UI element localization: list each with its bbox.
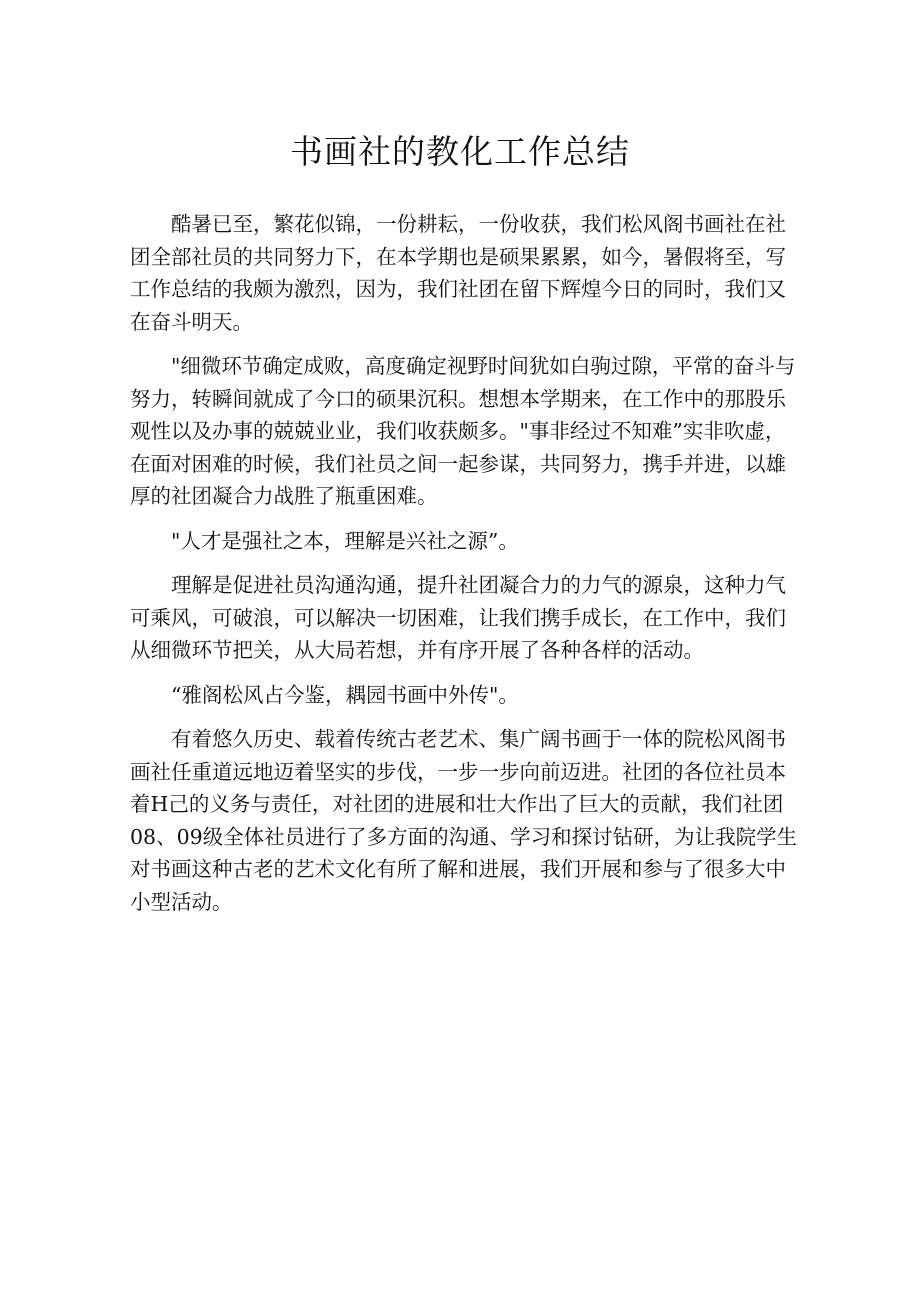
paragraph-1 <box>130 208 790 338</box>
paragraph-line: "人才是强社之本，理解是兴社之源”。 <box>171 528 519 553</box>
paragraph-line: 可乘风，可破浪，可以解决一切困难，让我们携手成长，在工作中，我们 <box>130 605 786 630</box>
paragraph-2 <box>130 350 796 513</box>
paragraph-line: 团全部社员的共同努力下，在本学期也是硕果累累，如今，暑假将至，写 <box>130 244 786 269</box>
paragraph-line: 厚的社团凝合力战胜了瓶重困难。 <box>130 484 438 508</box>
paragraph-5 <box>130 679 790 712</box>
paragraph-line: 画社任重道远地迈着坚实的步伐，一步一步向前迈进。社团的各位社员本 <box>130 759 786 784</box>
paragraph-line: 在面对困难的时候，我们社员之间一起参谋，共同努力，携手并进，以雄 <box>130 451 786 476</box>
paragraph-line: 从细微环节把关，从大局若想，并有序开展了各种各样的活动。 <box>130 638 704 662</box>
paragraph-line: 着H己的义务与责任，对社团的进展和壮大作出了巨大的贡献，我们社团 <box>130 792 784 816</box>
paragraph-line: 08、09级全体社员进行了多方面的沟通、学习和探讨钻研，为让我院学生 <box>130 824 798 849</box>
paragraph-line: 小型活动。 <box>130 889 233 914</box>
paragraph-line: 对书画这种古老的艺术文化有所了解和进展，我们开展和参与了很多大中 <box>130 857 786 881</box>
document-title: 书画社的教化工作总结 <box>290 132 630 171</box>
paragraph-line: 在奋斗明天。 <box>130 309 253 334</box>
paragraph-line: 努力，转瞬间就成了今口的硕果沉积。想想本学期来，在工作中的那股乐 <box>130 386 786 411</box>
paragraph-line: 观性以及办事的兢兢业业，我们收获颇多。"事非经过不知难”实非吹虚， <box>130 419 786 443</box>
paragraph-line: 工作总结的我颇为激烈，因为，我们社团在留下辉煌今日的同时，我们又 <box>130 277 786 301</box>
document-body <box>130 208 798 930</box>
paragraph-line: 有着悠久历史、载着传统古老艺术、集广阔书画于一体的院松风阁书 <box>171 727 786 751</box>
paragraph-3 <box>130 525 790 558</box>
paragraph-4 <box>130 569 790 667</box>
paragraph-line: 酷暑已至，繁花似锦，一份耕耘，一份收获，我们松风阁书画社在社 <box>171 212 786 236</box>
paragraph-line: 理解是促进社员沟通沟通，提升社团凝合力的力气的源泉，这种力气 <box>171 573 786 597</box>
paragraph-6 <box>130 723 798 918</box>
paragraph-line: "细微环节确定成败，高度确定视野时间犹如白驹过隙，平常的奋斗与 <box>171 354 796 378</box>
paragraph-line: “雅阁松风占今鉴，耦园书画中外传"。 <box>171 682 519 707</box>
